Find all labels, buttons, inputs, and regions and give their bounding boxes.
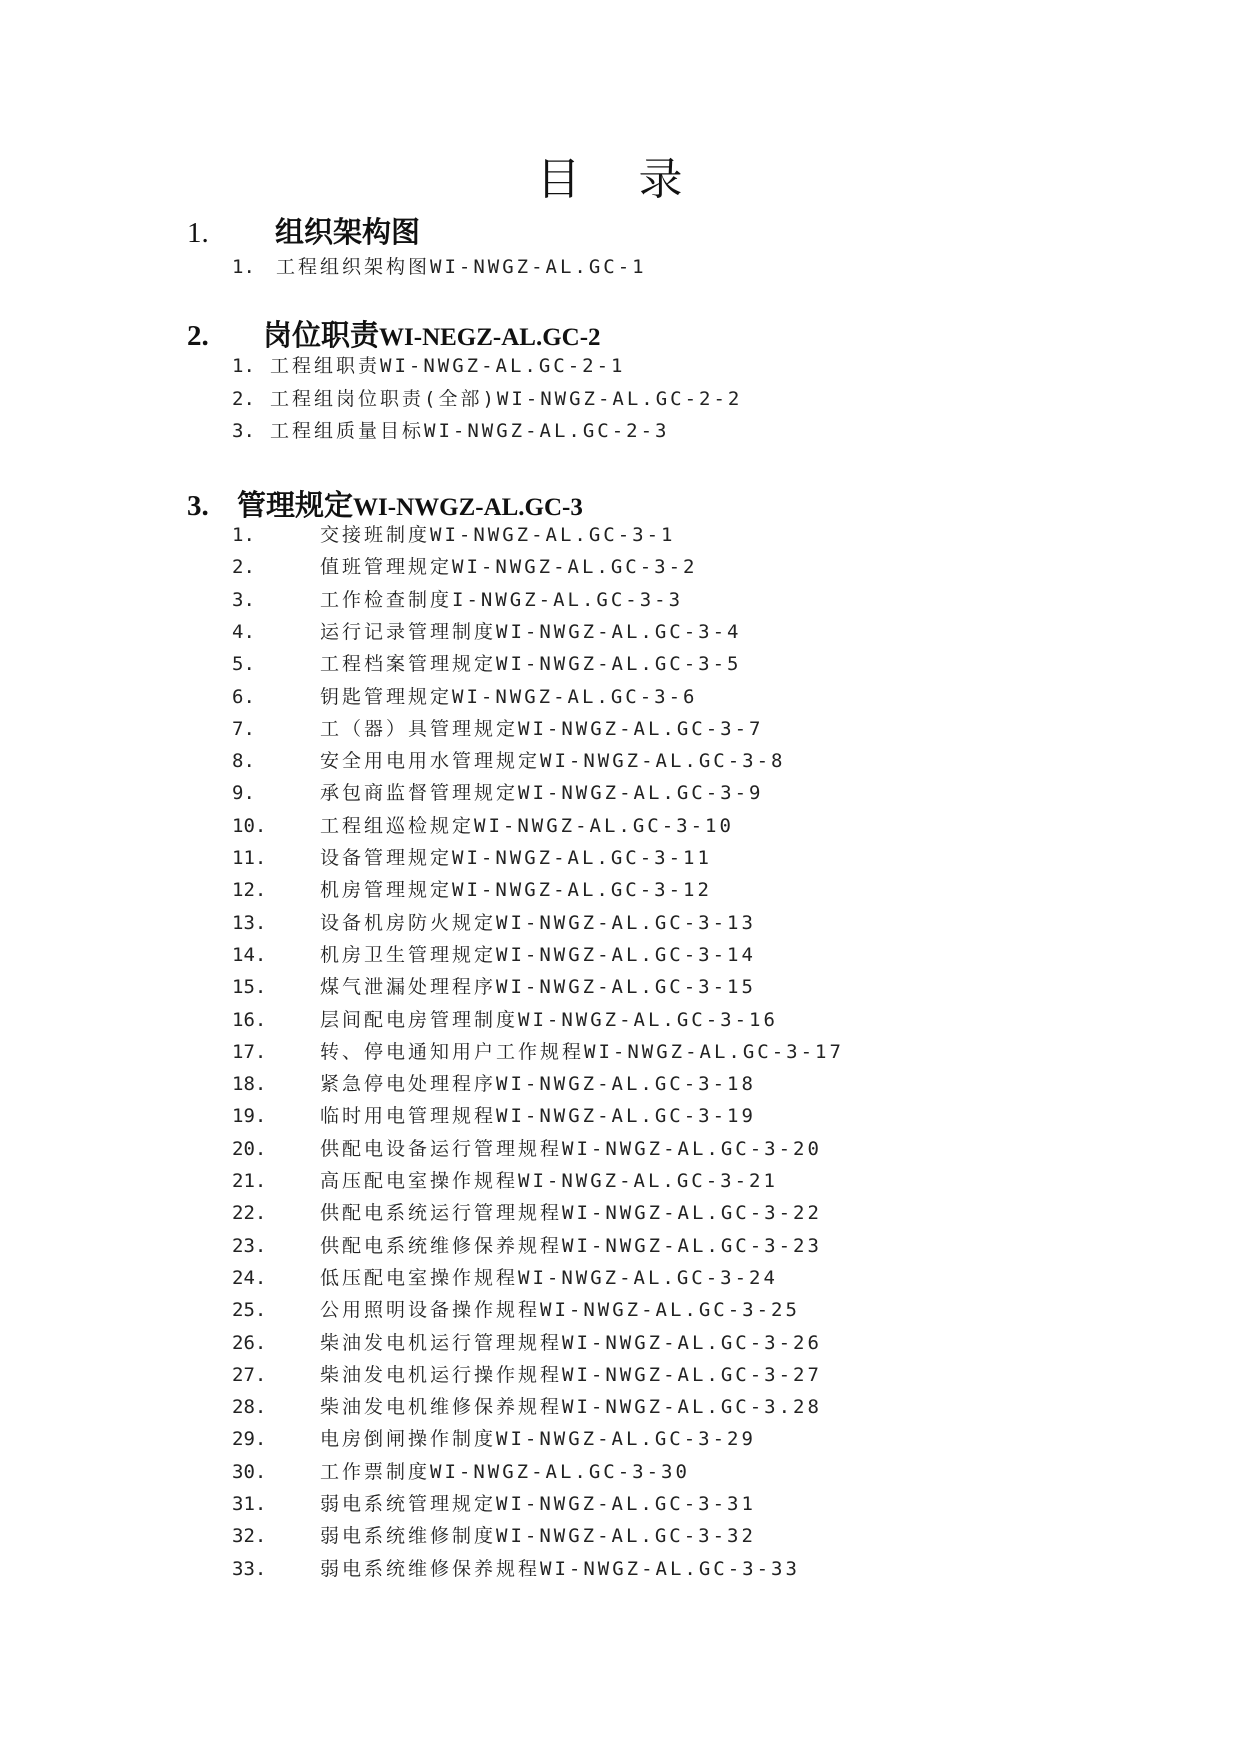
toc-item-title: 弱电系统维修制度WI-NWGZ-AL.GC-3-32	[320, 1525, 756, 1548]
section-3-heading	[187, 483, 583, 524]
toc-item-number: 2.	[232, 556, 255, 579]
toc-item-title: 工程组织架构图WI-NWGZ-AL.GC-1	[276, 256, 647, 278]
toc-item	[232, 1101, 1150, 1131]
toc-item-number: 11.	[232, 847, 267, 869]
toc-item-number: 28.	[232, 1396, 267, 1419]
toc-item-title: 交接班制度WI-NWGZ-AL.GC-3-1	[320, 524, 676, 546]
toc-item-title: 供配电系统运行管理规程WI-NWGZ-AL.GC-3-22	[320, 1202, 822, 1225]
toc-item	[232, 1295, 1150, 1325]
toc-item-number: 2.	[232, 387, 255, 410]
toc-item	[232, 649, 1150, 679]
toc-item-number: 14.	[232, 943, 267, 966]
toc-item-title: 运行记录管理制度WI-NWGZ-AL.GC-3-4	[320, 620, 742, 643]
toc-item-number: 33.	[232, 1557, 267, 1580]
toc-item-number: 3.	[232, 588, 255, 611]
toc-item-number: 15.	[232, 976, 267, 999]
toc-item	[232, 1328, 1150, 1358]
page-title: 目 录	[536, 154, 705, 205]
toc-item-number: 30.	[232, 1460, 267, 1483]
toc-item	[232, 1263, 1150, 1293]
toc-item-title: 紧急停电处理程序WI-NWGZ-AL.GC-3-18	[320, 1073, 756, 1096]
section-number: 2.	[187, 320, 209, 352]
toc-item-number: 21.	[232, 1170, 267, 1192]
toc-item-title: 工（器）具管理规定WI-NWGZ-AL.GC-3-7	[320, 717, 764, 740]
toc-item	[232, 1166, 1150, 1196]
section-title: 组织架构图	[275, 215, 421, 249]
toc-item-title: 供配电设备运行管理规程WI-NWGZ-AL.GC-3-20	[320, 1137, 822, 1160]
section-code: WI-NWGZ-AL.GC-3	[353, 494, 583, 521]
toc-item	[232, 585, 1150, 615]
toc-item-title: 煤气泄漏处理程序WI-NWGZ-AL.GC-3-15	[320, 976, 756, 999]
toc-item-title: 值班管理规定WI-NWGZ-AL.GC-3-2	[320, 556, 698, 579]
toc-item-number: 4.	[232, 620, 255, 643]
toc-item-number: 27.	[232, 1363, 267, 1386]
toc-item-title: 机房管理规定WI-NWGZ-AL.GC-3-12	[320, 879, 712, 902]
toc-item	[232, 1424, 1150, 1454]
toc-item	[232, 1554, 1150, 1584]
toc-item-title: 工程组质量目标WI-NWGZ-AL.GC-2-3	[270, 420, 670, 442]
toc-item	[232, 940, 1150, 970]
toc-item-number: 17.	[232, 1040, 267, 1063]
toc-item-number: 8.	[232, 750, 255, 773]
toc-item	[232, 1521, 1150, 1551]
toc-item	[232, 1392, 1150, 1422]
toc-item	[232, 552, 1150, 582]
toc-item-number: 16.	[232, 1008, 267, 1031]
section-title: 岗位职责	[263, 318, 380, 352]
toc-item-number: 1.	[232, 256, 255, 278]
toc-item-number: 22.	[232, 1202, 267, 1225]
toc-item-title: 工程组职责WI-NWGZ-AL.GC-2-1	[270, 355, 626, 377]
toc-item-number: 31.	[232, 1493, 267, 1515]
toc-item	[232, 746, 1150, 776]
toc-item	[232, 617, 1150, 647]
toc-item-title: 工作检查制度I-NWGZ-AL.GC-3-3	[320, 588, 684, 611]
toc-item-title: 电房倒闸操作制度WI-NWGZ-AL.GC-3-29	[320, 1428, 756, 1451]
toc-item-title: 弱电系统维修保养规程WI-NWGZ-AL.GC-3-33	[320, 1557, 800, 1580]
toc-item-number: 12.	[232, 879, 267, 902]
toc-item-number: 3.	[232, 420, 255, 442]
section-2-heading	[187, 313, 601, 354]
toc-item	[232, 1069, 1150, 1099]
toc-item-title: 转、停电通知用户工作规程WI-NWGZ-AL.GC-3-17	[320, 1040, 844, 1063]
toc-item	[232, 1198, 1150, 1228]
toc-item-number: 19.	[232, 1105, 267, 1128]
toc-item-title: 设备管理规定WI-NWGZ-AL.GC-3-11	[320, 847, 712, 869]
toc-item-number: 29.	[232, 1428, 267, 1451]
toc-item-title: 层间配电房管理制度WI-NWGZ-AL.GC-3-16	[320, 1008, 778, 1031]
toc-item-title: 柴油发电机运行管理规程WI-NWGZ-AL.GC-3-26	[320, 1331, 822, 1354]
toc-item	[232, 1231, 1150, 1261]
toc-item	[232, 1134, 1150, 1164]
toc-item	[232, 1457, 1150, 1487]
section-1-heading	[187, 210, 420, 251]
toc-item-title: 柴油发电机维修保养规程WI-NWGZ-AL.GC-3.28	[320, 1396, 822, 1419]
toc-item	[232, 714, 1150, 744]
toc-item	[232, 416, 1150, 446]
toc-item-title: 工程组巡检规定WI-NWGZ-AL.GC-3-10	[320, 814, 734, 837]
toc-item-number: 25.	[232, 1299, 267, 1322]
section-title: 管理规定	[237, 488, 354, 522]
toc-item	[232, 972, 1150, 1002]
toc-item-title: 安全用电用水管理规定WI-NWGZ-AL.GC-3-8	[320, 750, 786, 773]
toc-item	[232, 1037, 1150, 1067]
toc-item-number: 10.	[232, 814, 267, 837]
toc-item-title: 设备机房防火规定WI-NWGZ-AL.GC-3-13	[320, 911, 756, 934]
toc-item	[232, 384, 1150, 414]
toc-item	[232, 811, 1150, 841]
toc-item-number: 1.	[232, 524, 255, 546]
toc-item-number: 6.	[232, 685, 255, 708]
toc-item-number: 26.	[232, 1331, 267, 1354]
toc-item-title: 公用照明设备操作规程WI-NWGZ-AL.GC-3-25	[320, 1299, 800, 1322]
toc-item-title: 柴油发电机运行操作规程WI-NWGZ-AL.GC-3-27	[320, 1363, 822, 1386]
toc-item-title: 供配电系统维修保养规程WI-NWGZ-AL.GC-3-23	[320, 1234, 822, 1257]
toc-item-title: 承包商监督管理规定WI-NWGZ-AL.GC-3-9	[320, 782, 764, 805]
toc-item-title: 临时用电管理规程WI-NWGZ-AL.GC-3-19	[320, 1105, 756, 1128]
toc-item-number: 23.	[232, 1234, 267, 1257]
toc-item-number: 32.	[232, 1525, 267, 1548]
toc-item-title: 机房卫生管理规定WI-NWGZ-AL.GC-3-14	[320, 943, 756, 966]
toc-item-title: 工程组岗位职责(全部)WI-NWGZ-AL.GC-2-2	[270, 387, 743, 410]
toc-item-number: 7.	[232, 717, 255, 740]
toc-item-title: 工程档案管理规定WI-NWGZ-AL.GC-3-5	[320, 653, 742, 676]
toc-item-title: 高压配电室操作规程WI-NWGZ-AL.GC-3-21	[320, 1170, 778, 1192]
toc-item	[232, 778, 1150, 808]
toc-item-number: 5.	[232, 653, 255, 676]
toc-item-title: 钥匙管理规定WI-NWGZ-AL.GC-3-6	[320, 685, 698, 708]
toc-item-number: 9.	[232, 782, 255, 805]
toc-item	[232, 252, 1150, 282]
toc-item-number: 24.	[232, 1266, 267, 1289]
toc-item-number: 20.	[232, 1137, 267, 1160]
toc-item	[232, 1005, 1150, 1035]
toc-item-number: 1.	[232, 355, 255, 377]
toc-item	[232, 351, 1150, 381]
section-number: 1.	[187, 217, 209, 249]
toc-item	[232, 1489, 1150, 1519]
toc-item-number: 13.	[232, 911, 267, 934]
toc-item-title: 弱电系统管理规定WI-NWGZ-AL.GC-3-31	[320, 1493, 756, 1515]
toc-item-title: 工作票制度WI-NWGZ-AL.GC-3-30	[320, 1460, 690, 1483]
toc-item	[232, 1360, 1150, 1390]
toc-item	[232, 875, 1150, 905]
toc-item-number: 18.	[232, 1073, 267, 1096]
section-number: 3.	[187, 490, 209, 522]
toc-item	[232, 520, 1150, 550]
section-code: WI-NEGZ-AL.GC-2	[379, 324, 601, 351]
toc-item-title: 低压配电室操作规程WI-NWGZ-AL.GC-3-24	[320, 1266, 778, 1289]
toc-item	[232, 682, 1150, 712]
toc-item	[232, 843, 1150, 873]
toc-item	[232, 908, 1150, 938]
